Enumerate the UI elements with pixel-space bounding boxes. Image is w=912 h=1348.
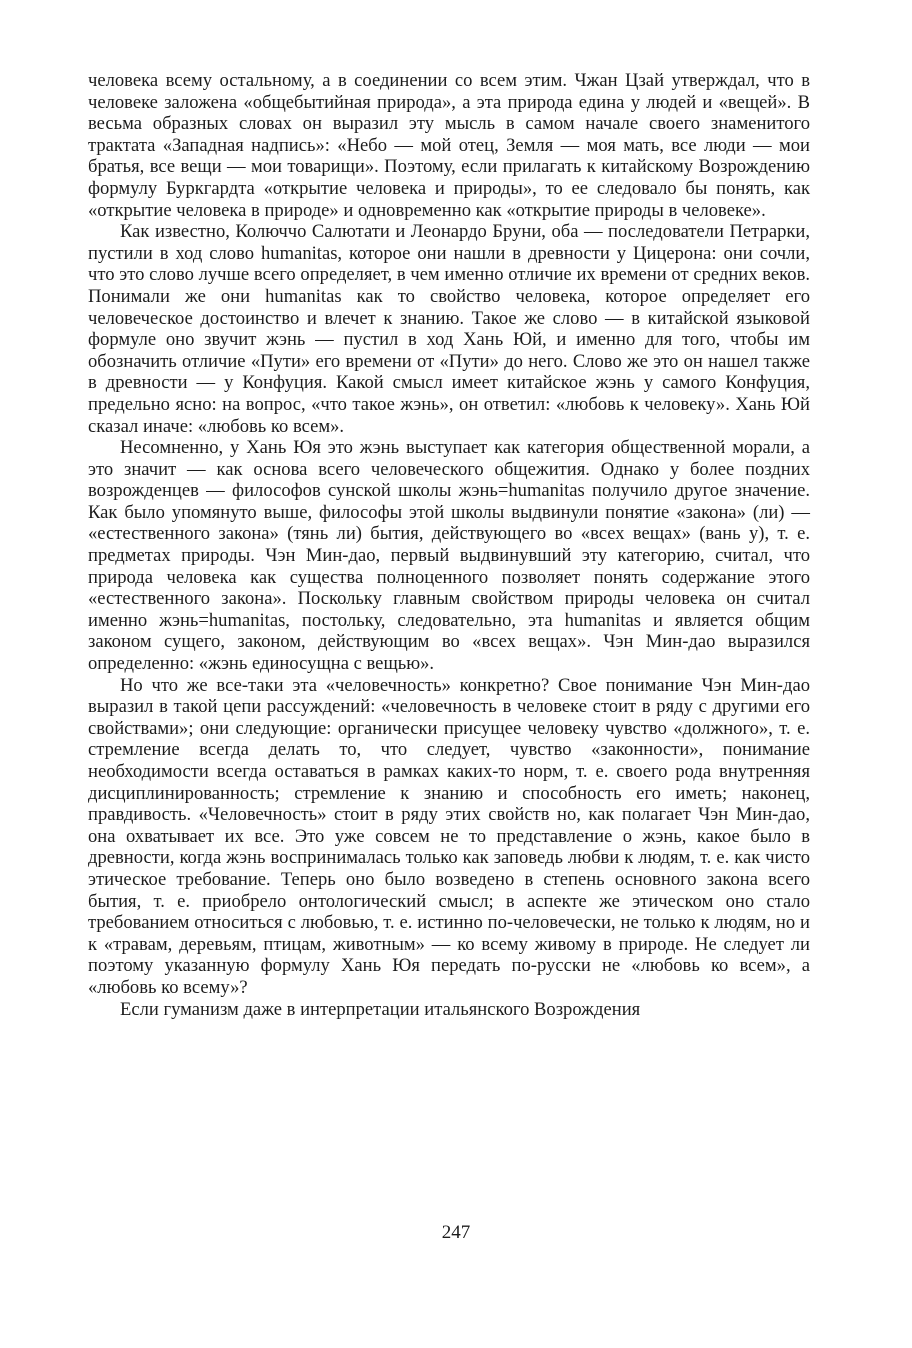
paragraph: Несомненно, у Хань Юя это жэнь выступает как категория общественной морали, а это значит — как основа всего человеческого общежития. Однако у более поздних возрожденцев — философов сунской школы жэнь=humanitas получило другое значение. Как было упомянуто выше, философы этой школы выдвинули понятие «закона» (ли) — «естественного закона» (тянь ли) бытия, действующего во «всех вещах» (вань у), т. е. предметах природы. Чэн Мин-дао, первый выдвинувший эту категорию, считал, что природа человека как существа полноценного позволяет понять содержание этого «естественного закона». Поскольку главным свойством природы человека он считал именно жэнь=humanitas, постольку, следовательно, эта humanitas и является общим законом сущего, законом, действующим во «всех вещах». Чэн Мин-дао выразился определенно: «жэнь единосущна с вещью».: [88, 437, 810, 675]
paragraph: Но что же все-таки эта «человечность» конкретно? Свое понимание Чэн Мин-дао выразил в такой цепи рассуждений: «человечность в человеке стоит в ряду с другими его свойствами»; они следующие: органически присущее человеку чувство «должного», т. е. стремление всегда делать то, что следует, чувство «законности», понимание необходимости всегда оставаться в рамках каких-то норм, т. е. своего рода внутренняя дисциплинированность; стремление к знанию и способность его иметь; наконец, правдивость. «Человечность» стоит в ряду этих свойств но, как полагает Чэн Мин-дао, она охватывает их все. Это уже совсем не то представление о жэнь, какое было в древности, когда жэнь воспринималась только как заповедь любви к людям, т. е. как чисто этическое требование. Теперь оно было возведено в степень основного закона всего бытия, т. е. приобрело онтологический смысл; в аспекте же этическом оно стало требованием относиться с любовью, т. е. истинно по-человечески, не только к людям, но и к «травам, деревьям, птицам, животным» — ко всему живому в природе. Не следует ли поэтому указанную формулу Хань Юя передать по-русски не «любовь ко всем», а «любовь ко всему»?: [88, 674, 810, 998]
page-number: 247: [441, 1222, 471, 1243]
paragraph: человека всему остальному, а в соединении со всем этим. Чжан Цзай утверждал, что в человеке заложена «общебытийная природа», а эта природа едина у людей и «вещей». В весьма образных словах он выразил эту мысль в самом начале своего знаменитого трактата «Западная надпись»: «Небо — мой отец, Земля — моя мать, все люди — мои братья, все вещи — мои товарищи». Поэтому, если прилагать к китайскому Возрождению формулу Буркгардта «открытие человека и природы», то ее следовало бы понять, как «открытие человека в природе» и одновременно как «открытие природы в человеке».: [88, 70, 810, 221]
paragraph: Как известно, Колюччо Салютати и Леонардо Бруни, оба — последователи Петрарки, пустили в ход слово humanitas, которое они нашли в древности у Цицерона: они сочли, что это слово лучше всего определяет, в чем именно отличие их времени от средних веков. Понимали же они humanitas как то свойство человека, которое определяет его человеческое достоинство и влечет к знанию. Такое же слово — в китайской языковой формуле оно звучит жэнь — пустил в ход Хань Юй, и именно для того, чтобы им обозначить отличие «Пути» его времени от «Пути» до него. Слово же это он нашел также в древности — у Конфуция. Какой смысл имеет китайское жэнь у самого Конфуция, предельно ясно: на вопрос, «что такое жэнь», он ответил: «любовь к человеку». Хань Юй сказал иначе: «любовь ко всем».: [88, 221, 810, 437]
paragraph: Если гуманизм даже в интерпретации итальянского Возрождения: [120, 998, 641, 1020]
page-body: [88, 70, 810, 1020]
